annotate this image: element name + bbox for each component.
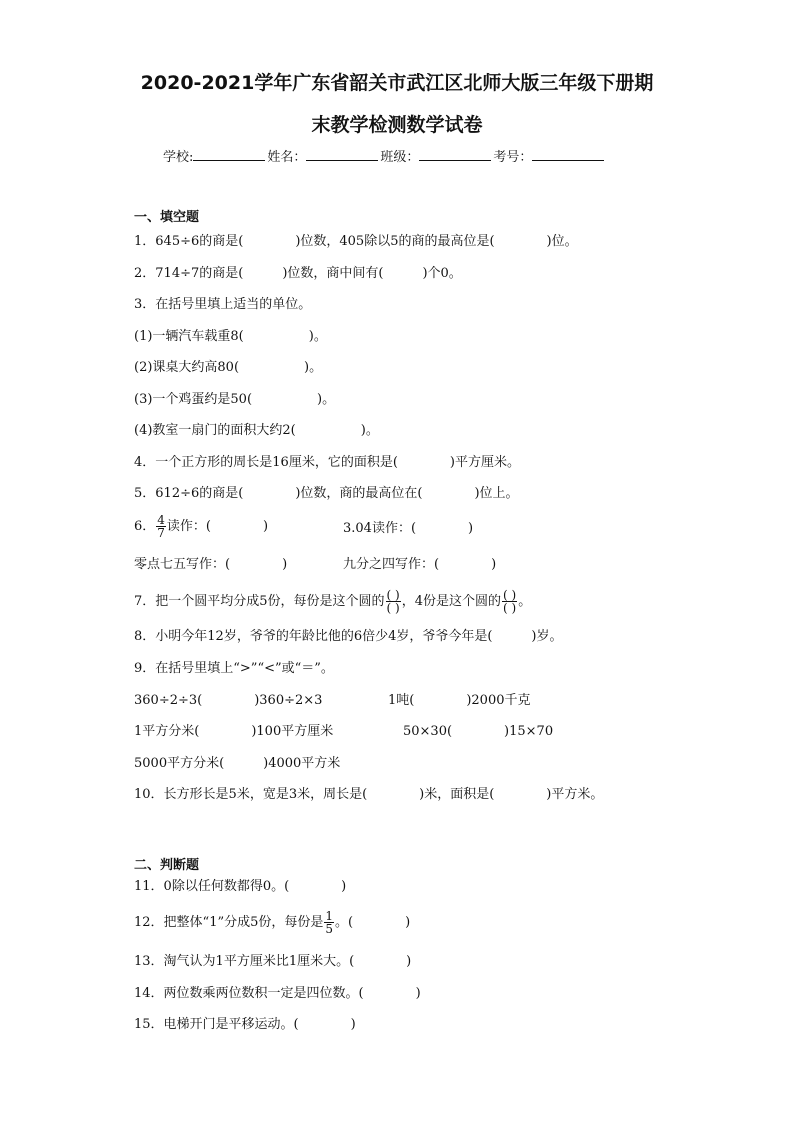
question-14: 14．两位数乘两位数积一定是四位数。( ): [134, 986, 421, 1001]
name-blank: [306, 148, 378, 161]
question-12: [134, 910, 410, 935]
question-12-text-a: 12．把整体“1”分成5份，每份是: [134, 915, 324, 930]
question-11: 11．0除以任何数都得0。( ): [134, 879, 347, 894]
question-1: 1．645÷6的商是( )位数，405除以5的商的最高位是( )位。: [134, 234, 578, 249]
question-9-row-3: 5000平方分米( )4000平方米: [134, 756, 341, 771]
fraction-four-sevenths: $\frac{4}{7}$: [157, 513, 165, 540]
question-3-part-4: (4)教室一扇门的面积大约2( )。: [134, 423, 379, 438]
question-10: 10．长方形长是5米，宽是3米，周长是( )米，面积是( )平方米。: [134, 787, 604, 802]
question-7-text-a: 7．把一个圆平均分成5份，每份是这个圆的: [134, 594, 385, 609]
student-info-row: [163, 146, 604, 165]
question-6-part-4: 九分之四写作：( ): [343, 557, 497, 572]
question-12-text-b: 。( ): [335, 915, 411, 930]
section-heading-true-false: 二、判断题: [134, 858, 200, 873]
question-6-read: 读作：( ): [166, 519, 269, 534]
name-label: 姓名：: [267, 150, 307, 165]
question-8: 8．小明今年12岁，爷爷的年龄比他的6倍少4岁，爷爷今年是( )岁。: [134, 629, 563, 644]
question-13: 13．淘气认为1平方厘米比1厘米大。( ): [134, 954, 412, 969]
question-9-row-2-left: 1平方分米( )100平方厘米: [134, 724, 334, 739]
fraction-blank-1: $\frac{( )}{( )}$: [386, 588, 400, 615]
exam-title-line-1: 2020-2021学年广东省韶关市武江区北师大版三年级下册期: [140, 72, 654, 94]
number-blank: [532, 148, 604, 161]
school-blank: [193, 148, 265, 161]
question-6-part-3: 零点七五写作：( ): [134, 557, 288, 572]
question-6-number: 6．: [134, 519, 156, 534]
question-15: 15．电梯开门是平移运动。( ): [134, 1017, 356, 1032]
question-9-row-1-left: 360÷2÷3( )360÷2×3: [134, 693, 323, 708]
question-4: 4．一个正方形的周长是16厘米，它的面积是( )平方厘米。: [134, 455, 520, 470]
question-2: 2．714÷7的商是( )位数，商中间有( )个0。: [134, 266, 462, 281]
class-blank: [419, 148, 491, 161]
question-5: 5．612÷6的商是( )位数，商的最高位在( )位上。: [134, 486, 519, 501]
question-9-row-2-right: 50×30( )15×70: [403, 724, 554, 739]
question-7: [134, 589, 531, 614]
class-label: 班级：: [380, 150, 420, 165]
question-6-part-2: 3.04读作：( ): [343, 521, 474, 536]
question-3-part-3: (3)一个鸡蛋约是50( )。: [134, 392, 336, 407]
fraction-blank-2: $\frac{( )}{( )}$: [503, 588, 517, 615]
exam-title-line-2: 末教学检测数学试卷: [311, 114, 483, 136]
question-7-text-c: 。: [518, 594, 532, 609]
question-9-row-1-right: 1吨( )2000千克: [388, 693, 531, 708]
school-label: 学校:: [163, 150, 194, 165]
number-label: 考号：: [493, 150, 533, 165]
section-heading-fill-in: 一、填空题: [134, 210, 200, 225]
question-3-part-2: (2)课桌大约高80( )。: [134, 360, 323, 375]
question-6-part-1: [134, 514, 268, 539]
fraction-one-fifth: $\frac{1}{5}$: [325, 909, 334, 936]
question-9: 9．在括号里填上“>”“<”或“＝”。: [134, 661, 334, 676]
question-7-text-b: ，4份是这个圆的: [401, 594, 502, 609]
question-3: 3．在括号里填上适当的单位。: [134, 297, 312, 312]
question-3-part-1: (1)一辆汽车载重8( )。: [134, 329, 327, 344]
